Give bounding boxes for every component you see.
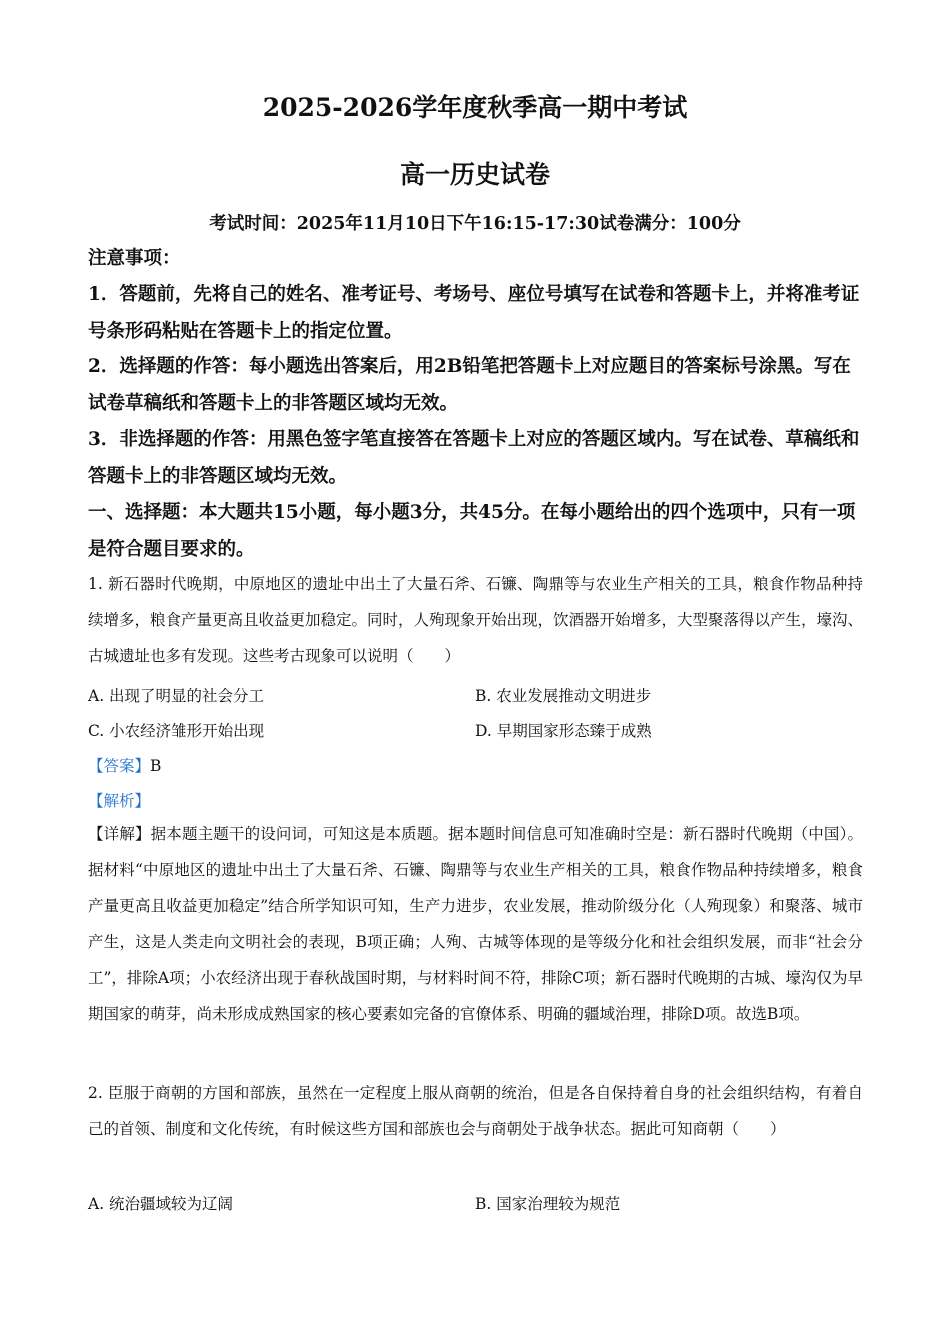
question-1-stem: 1. 新石器时代晚期，中原地区的遗址中出土了大量石斧、石镰、陶鼎等与农业生产相关的工具，粮食作物品种持续增多，粮食产量更高且收益更加稳定。同时，人殉现象开始出现，饮酒器开始增多，大型聚落得以产生，壕沟、古城遗址也多有发现。这些考古现象可以说明（ ）	[88, 575, 864, 665]
analysis-tag: 【解析】	[88, 792, 151, 810]
exam-title: 2025-2026学年度秋季高一期中考试	[262, 93, 688, 122]
exam-info: 考试时间：2025年11月10日下午16:15-17:30试卷满分：100分	[209, 214, 741, 234]
question-2-option-b: B. 国家治理较为规范	[475, 1195, 621, 1213]
answer-tag: 【答案】	[88, 757, 151, 775]
notice-item-1: 1．答题前，先将自己的姓名、准考证号、考场号、座位号填写在试卷和答题卡上，并将准考证号条形码粘贴在答题卡上的指定位置。	[88, 284, 860, 342]
question-2-option-a: A. 统治疆域较为辽阔	[88, 1195, 234, 1213]
question-1-answer	[88, 754, 161, 776]
question-1-detail: 【详解】据本题主题干的设问词，可知这是本质题。据本题时间信息可知准确时空是：新石器时代晚期（中国）。据材料“中原地区的遗址中出土了大量石斧、石镰、陶鼎等与农业生产相关的工具，粮食作物品种持续增多，粮食产量更高且收益更加稳定”结合所学知识可知，生产力进步，农业发展，推动阶级分化（人殉现象）和聚落、城市产生，这是人类走向文明社会的表现，B项正确；人殉、古城等体现的是等级分化和社会组织发展，而非“社会分工”，排除A项；小农经济出现于春秋战国时期，与材料时间不符，排除C项；新石器时代晚期的古城、壕沟仅为早期国家的萌芽，尚未形成成熟国家的核心要素如完备的官僚体系、明确的疆域治理，排除D项。故选B项。	[88, 825, 863, 1023]
section-heading: 一、选择题：本大题共15小题，每小题3分，共45分。在每小题给出的四个选项中，只有一项是符合题目要求的。	[88, 502, 856, 560]
notice-item-3: 3．非选择题的作答：用黑色签字笔直接答在答题卡上对应的答题区域内。写在试卷、草稿纸和答题卡上的非答题区域均无效。	[88, 429, 860, 487]
notice-heading: 注意事项：	[88, 248, 181, 269]
question-1-option-a: A. 出现了明显的社会分工	[88, 687, 265, 705]
paper-subtitle: 高一历史试卷	[399, 160, 550, 189]
notice-item-2: 2．选择题的作答：每小题选出答案后，用2B铅笔把答题卡上对应题目的答案标号涂黑。写在试卷草稿纸和答题卡上的非答题区域均无效。	[88, 356, 851, 414]
question-1-option-c: C. 小农经济雏形开始出现	[88, 722, 265, 740]
question-1-option-b: B. 农业发展推动文明进步	[475, 687, 652, 705]
question-2-stem: 2. 臣服于商朝的方国和部族，虽然在一定程度上服从商朝的统治，但是各自保持着自身的社会组织结构，有着自己的首领、制度和文化传统，有时候这些方国和部族也会与商朝处于战争状态。据此可知商朝（ ）	[88, 1084, 863, 1138]
answer-value: B	[150, 757, 162, 775]
question-1-option-d: D. 早期国家形态臻于成熟	[475, 722, 652, 740]
